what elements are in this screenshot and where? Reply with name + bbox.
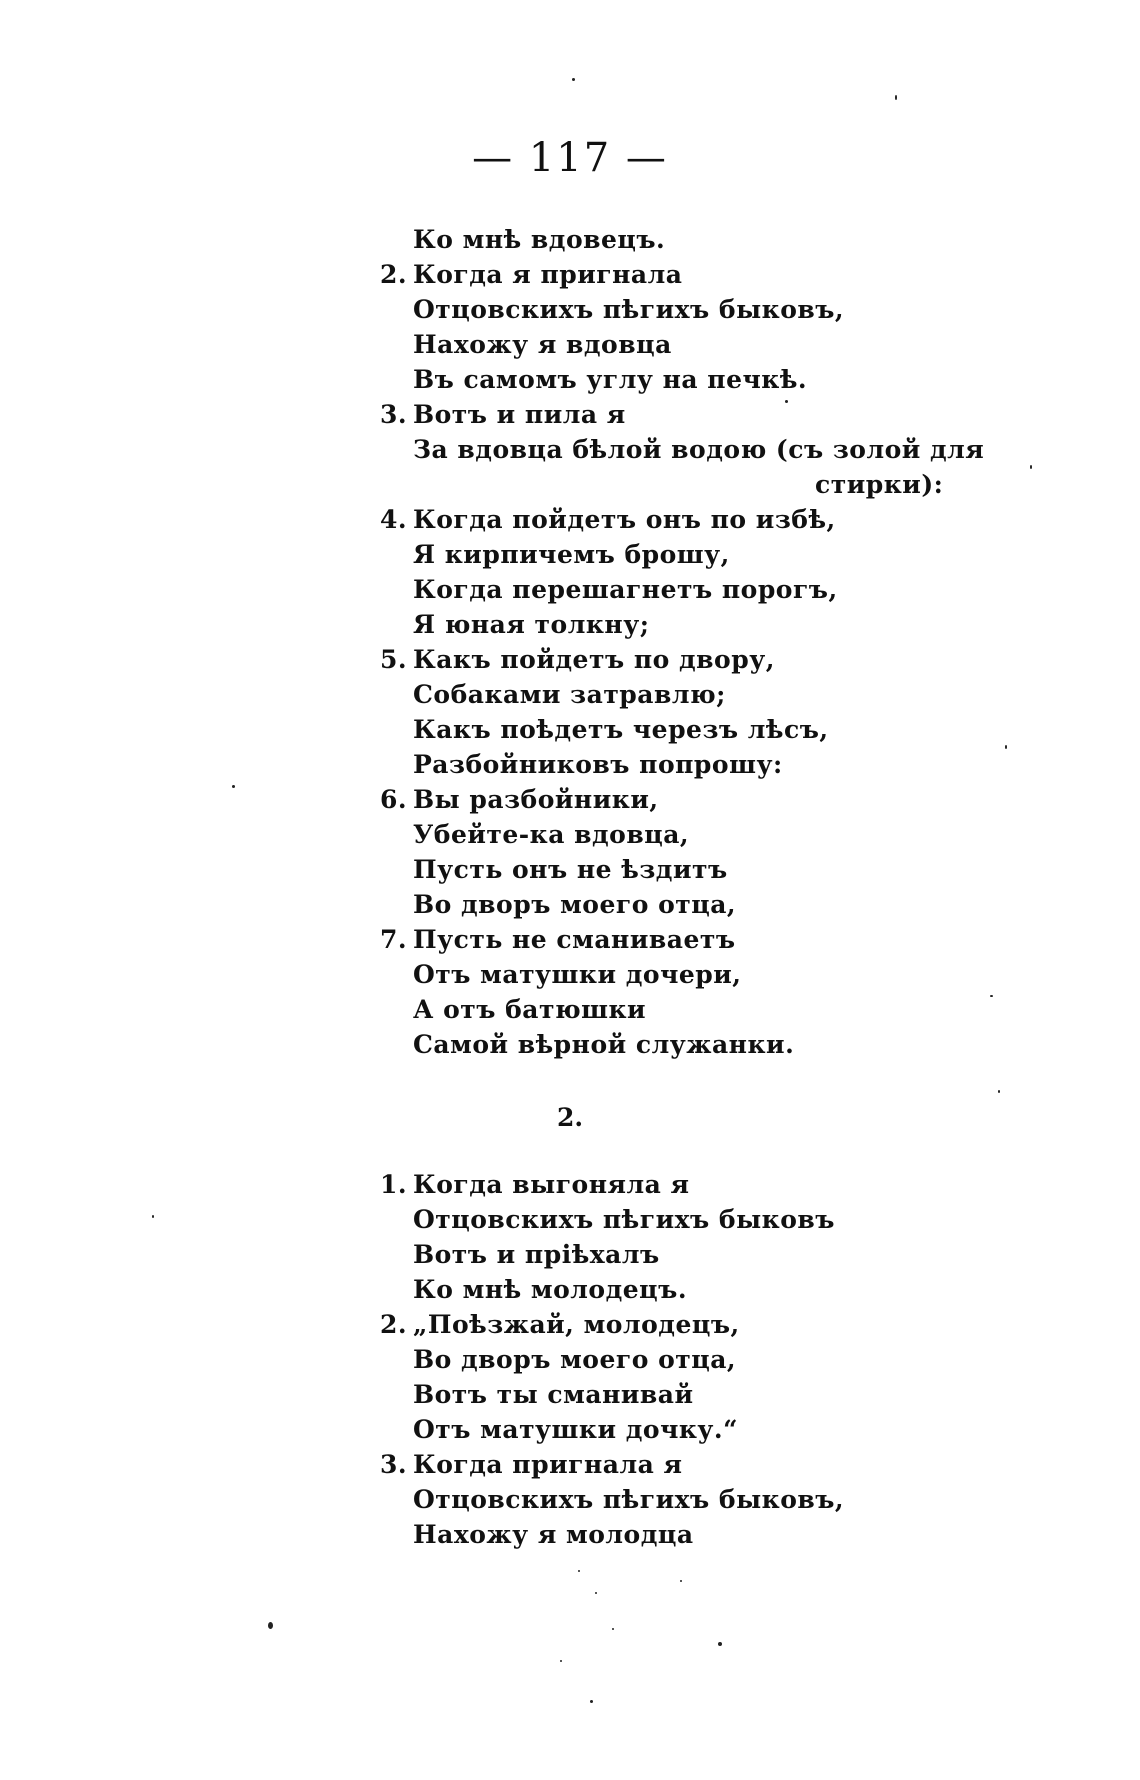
verse-text: Нахожу я вдовца bbox=[413, 330, 672, 359]
verse-line-continuation bbox=[815, 470, 943, 499]
verse-number: 5. bbox=[380, 645, 408, 674]
verse-text: Какъ поѣдетъ черезъ лѣсъ, bbox=[413, 715, 829, 744]
verse-text: Собаками затравлю; bbox=[413, 680, 726, 709]
verse-line bbox=[380, 1450, 682, 1479]
verse-text: Убейте-ка вдовца, bbox=[413, 820, 690, 849]
verse-text: Когда я пригнала bbox=[413, 260, 683, 289]
verse-text: А отъ батюшки bbox=[413, 995, 647, 1024]
verse-line bbox=[380, 540, 730, 569]
verse-line bbox=[380, 505, 836, 534]
verse-text: Вотъ и пріѣхалъ bbox=[413, 1240, 660, 1269]
verse-text: Отцовскихъ пѣгихъ быковъ, bbox=[413, 295, 845, 324]
verse-text: Ко мнѣ молодецъ. bbox=[413, 1275, 688, 1304]
verse-line bbox=[380, 1240, 660, 1269]
scan-speck bbox=[232, 785, 235, 788]
verse-text: Когда пригнала я bbox=[413, 1450, 683, 1479]
verse-text: Вотъ ты сманивай bbox=[413, 1380, 694, 1409]
scan-speck bbox=[998, 1090, 1000, 1093]
scan-speck bbox=[572, 78, 575, 81]
verse-number: 1. bbox=[380, 1170, 408, 1199]
verse-text: „Поѣзжай, молодецъ, bbox=[413, 1310, 740, 1339]
scan-speck bbox=[718, 1642, 722, 1646]
scan-speck bbox=[560, 1660, 562, 1662]
verse-line bbox=[380, 225, 665, 254]
verse-number: 4. bbox=[380, 505, 408, 534]
verse-text: стирки): bbox=[815, 470, 944, 499]
verse-text: Я кирпичемъ брошу, bbox=[413, 540, 730, 569]
verse-text: Когда пойдетъ онъ по избѣ, bbox=[413, 505, 836, 534]
verse-line bbox=[380, 1170, 690, 1199]
verse-number: 3. bbox=[380, 1450, 408, 1479]
verse-text: Пусть онъ не ѣздитъ bbox=[413, 855, 728, 884]
verse-text: Во дворъ моего отца, bbox=[413, 890, 737, 919]
verse-line bbox=[380, 295, 844, 324]
verse-text: Когда перешагнетъ порогъ, bbox=[413, 575, 838, 604]
verse-line bbox=[380, 1205, 835, 1234]
verse-text: Когда выгоняла я bbox=[413, 1170, 690, 1199]
verse-line bbox=[380, 1030, 794, 1059]
verse-line bbox=[380, 1345, 736, 1374]
verse-line bbox=[380, 820, 689, 849]
verse-number: 6. bbox=[380, 785, 408, 814]
verse-number: 3. bbox=[380, 400, 408, 429]
verse-text: Пусть не сманиваетъ bbox=[413, 925, 736, 954]
verse-line bbox=[380, 715, 829, 744]
verse-number: 2. bbox=[380, 1310, 408, 1339]
verse-text: Нахожу я молодца bbox=[413, 1520, 694, 1549]
verse-text: Какъ пойдетъ по двору, bbox=[413, 645, 775, 674]
verse-line bbox=[380, 785, 659, 814]
verse-line bbox=[380, 925, 736, 954]
verse-text: Отцовскихъ пѣгихъ быковъ bbox=[413, 1205, 835, 1234]
verse-text: Отъ матушки дочери, bbox=[413, 960, 742, 989]
verse-line bbox=[380, 1275, 687, 1304]
verse-text: Отцовскихъ пѣгихъ быковъ, bbox=[413, 1485, 845, 1514]
verse-text: Самой вѣрной служанки. bbox=[413, 1030, 795, 1059]
scan-speck bbox=[268, 1622, 273, 1629]
scan-speck bbox=[152, 1215, 154, 1218]
verse-line bbox=[380, 1520, 694, 1549]
verse-line bbox=[380, 330, 672, 359]
verse-line bbox=[380, 750, 783, 779]
verse-line bbox=[380, 890, 736, 919]
verse-text: Во дворъ моего отца, bbox=[413, 1345, 737, 1374]
verse-line bbox=[380, 1380, 694, 1409]
verse-line bbox=[380, 610, 649, 639]
page-number: — 117 — bbox=[472, 135, 668, 181]
verse-line bbox=[380, 1485, 844, 1514]
verse-line bbox=[380, 365, 807, 394]
verse-line bbox=[380, 260, 682, 289]
verse-text: Вотъ и пила я bbox=[413, 400, 626, 429]
section-heading: 2. bbox=[557, 1103, 584, 1132]
scan-speck bbox=[895, 95, 897, 100]
scan-speck bbox=[680, 1580, 682, 1582]
verse-text: За вдовца бѣлой водою (съ золой для bbox=[413, 435, 985, 464]
verse-line bbox=[380, 435, 984, 464]
verse-line bbox=[380, 1310, 740, 1339]
verse-line bbox=[380, 645, 775, 674]
scan-speck bbox=[578, 1570, 580, 1572]
verse-text: Разбойниковъ попрошу: bbox=[413, 750, 783, 779]
verse-text: Отъ матушки дочку.“ bbox=[413, 1415, 739, 1444]
verse-line bbox=[380, 575, 838, 604]
verse-line bbox=[380, 855, 728, 884]
verse-line bbox=[380, 1415, 738, 1444]
verse-text: Вы разбойники, bbox=[413, 785, 659, 814]
scan-speck bbox=[1005, 745, 1007, 749]
scan-speck bbox=[590, 1700, 593, 1703]
verse-line bbox=[380, 680, 726, 709]
scan-speck bbox=[785, 400, 788, 403]
verse-text: Ко мнѣ вдовецъ. bbox=[413, 225, 666, 254]
scan-speck bbox=[1030, 465, 1032, 469]
verse-text: Я юная толкну; bbox=[413, 610, 650, 639]
scan-speck bbox=[990, 995, 993, 997]
verse-text: Въ самомъ углу на печкѣ. bbox=[413, 365, 808, 394]
verse-number: 2. bbox=[380, 260, 408, 289]
verse-line bbox=[380, 995, 646, 1024]
verse-number: 7. bbox=[380, 925, 408, 954]
scan-speck bbox=[612, 1628, 614, 1630]
scan-speck bbox=[595, 1592, 597, 1594]
verse-line bbox=[380, 960, 742, 989]
verse-line bbox=[380, 400, 626, 429]
